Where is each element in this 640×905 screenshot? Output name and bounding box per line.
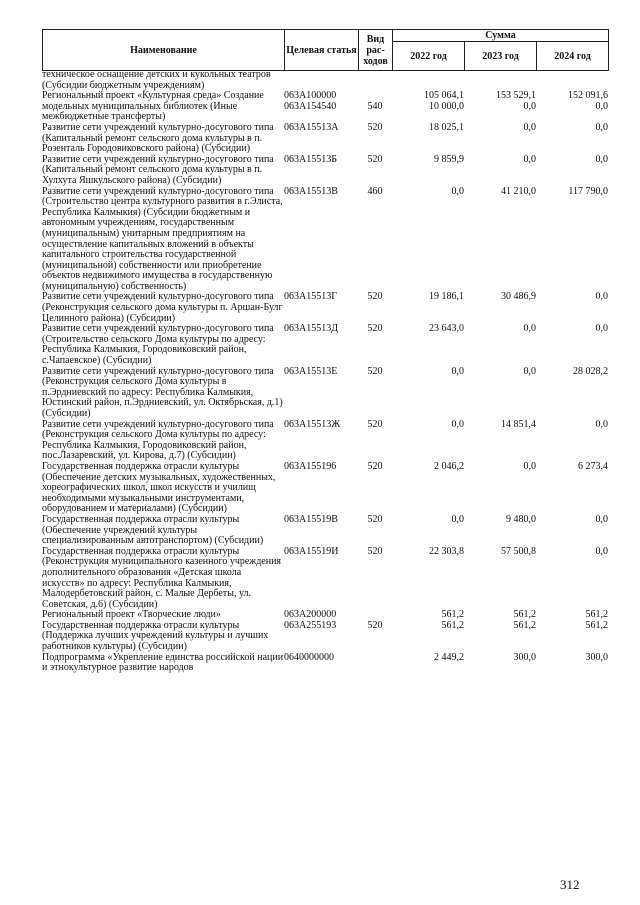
row-2023: 0,0 [523, 121, 536, 133]
row-2023: 57 500,8 [501, 545, 536, 557]
header-code: Целевая статья [285, 30, 359, 71]
budget-table [42, 70, 608, 674]
row-2023: 561,2 561,2 [513, 609, 536, 631]
header-2023: 2023 год [465, 42, 537, 71]
row-vid [358, 653, 392, 674]
row-vid: 520 [367, 513, 383, 525]
row-2024: 0,0 [595, 153, 608, 165]
row-name: Развитие сети учреждений культурно-досугового типа (Реконструкция сельского Дома культуры в п.Эрдниевский по адресу: Республика Калмыкия, Юстинский район, п.Эрдниевский, ул. Октябрьская, д.1) (Субсидии) [42, 365, 283, 419]
row-code [284, 70, 358, 91]
row-code: 063А15513Б [284, 153, 337, 165]
row-vid: 520 [367, 291, 383, 303]
row-2024: 0,0 [595, 545, 608, 557]
row-vid: 540 [367, 100, 383, 112]
row-2024: 117 790,0 [568, 185, 608, 197]
row-2023: 0,0 [523, 460, 536, 472]
row-name: Развитие сети учреждений культурно-досугового типа (Капитальный ремонт сельского дома культуры в п. Хулхута Яшкульского района) (Субсидии) [42, 153, 274, 186]
row-2022: 23 643,0 [429, 323, 464, 335]
row-code: 0640000000 [284, 651, 334, 663]
row-2022: 561,2 561,2 [441, 609, 464, 631]
row-code: 063А15513Д [284, 323, 339, 335]
row-name: Развитие сети учреждений культурно-досугового типа (Строительство центра культурного развития в г.Элиста, Республика Калмыкия) (Субсидии бюджетным и автономным учреждениям, государственным (муниципальным) унитарным предприятиям на осуществление капитальных вложений в объекты капитального строительства государственной (муниципальной) собственности или приобретение объектов недвижимого имущества в государственную (муниципальную) собственность) [42, 185, 283, 292]
table-row [42, 70, 608, 91]
table-row [42, 515, 608, 547]
row-2023: 153 529,1 0,0 [496, 90, 536, 112]
row-name: Развитие сети учреждений культурно-досугового типа (Реконструкция сельского дома культуры п. Аршан-Булг Целинного района) (Субсидии) [42, 291, 283, 324]
row-name: Государственная поддержка отрасли культуры (Реконструкция муниципального казенного учреждения дополнительного образования «Детская школа искусств» по адресу: Республика Калмыкия, Малодербетовский район, с. Малые Дербеты, ул. Советская, д.6) (Субсидии) [42, 545, 282, 610]
row-2024: 28 028,2 [573, 365, 608, 377]
header-2024: 2024 год [537, 42, 609, 71]
table-row [42, 367, 608, 420]
row-2024: 6 273,4 [578, 460, 608, 472]
row-2024: 0,0 [595, 121, 608, 133]
row-vid: 520 [367, 619, 383, 631]
row-2022: 0,0 [451, 418, 464, 430]
row-2023: 0,0 [523, 323, 536, 335]
row-2024: 300,0 [585, 651, 608, 663]
row-2023: 0,0 [523, 365, 536, 377]
row-2022: 19 186,1 [429, 291, 464, 303]
table-row [42, 653, 608, 674]
table-header [42, 29, 609, 71]
row-2023: 0,0 [523, 153, 536, 165]
table-row [42, 187, 608, 293]
row-2023: 300,0 [513, 651, 536, 663]
row-vid: 520 [367, 153, 383, 165]
row-code: 063А200000 063А255193 [284, 609, 337, 631]
table-row [42, 610, 608, 652]
page-number: 312 [560, 877, 580, 892]
row-2023: 14 851,4 [501, 418, 536, 430]
row-2022: 2 046,2 [434, 460, 464, 472]
row-code: 063А100000 063А154540 [284, 90, 337, 112]
row-2022: 105 064,1 10 000,0 [424, 90, 464, 112]
table-row [42, 292, 608, 324]
row-name: Государственная поддержка отрасли культуры (Обеспечение детских музыкальных, художественных, хореографических школ, школ искусств и училищ необходимыми музыкальными инструментами, оборудованием и материалами) (Субсидии) [42, 460, 276, 515]
row-2024: 0,0 [595, 323, 608, 335]
row-2024 [536, 70, 608, 91]
row-2024: 0,0 [595, 513, 608, 525]
row-2022: 9 859,9 [434, 153, 464, 165]
row-name: Подпрограмма «Укрепление единства российской нации и этнокультурное развитие народов [42, 651, 284, 674]
row-2022: 0,0 [451, 365, 464, 377]
row-code: 063А155196 [284, 460, 337, 472]
row-code: 063А15513Ж [284, 418, 341, 430]
row-name: Государственная поддержка отрасли культуры (Обеспечение учреждений культуры специализированным автотранспортом) (Субсидии) [42, 513, 264, 547]
table-row [42, 155, 608, 187]
row-2023: 41 210,0 [501, 185, 536, 197]
row-2022 [392, 70, 464, 91]
table-row [42, 462, 608, 515]
row-2022: 0,0 [451, 185, 464, 197]
row-vid: 520 [367, 323, 383, 335]
row-2023: 9 480,0 [506, 513, 536, 525]
header-name: Наименование [43, 30, 285, 71]
row-name: Развитие сети учреждений культурно-досугового типа (Реконструкция сельского Дома культуры по адресу: Республика Калмыкия, Городовиковский район, пос.Лазаревский, ул. Кирова, д.7) (Субсидии) [42, 418, 274, 462]
table-row [42, 324, 608, 366]
row-vid [358, 70, 392, 91]
header-2022: 2022 год [393, 42, 465, 71]
row-2024: 152 091,6 0,0 [568, 90, 608, 112]
row-code: 063А15513А [284, 121, 339, 133]
row-vid: 520 [367, 365, 383, 377]
row-name: Региональный проект «Творческие люди» Государственная поддержка отрасли культуры (Поддержка лучших учреждений культуры и лучших работников культуры) (Субсидии) [42, 609, 269, 653]
table-row [42, 123, 608, 155]
row-code: 063А15519И [284, 545, 339, 557]
header-sum: Сумма [393, 30, 609, 42]
row-vid: 520 [367, 545, 383, 557]
row-vid: 520 [367, 460, 383, 472]
row-2024: 0,0 [595, 418, 608, 430]
row-2024: 0,0 [595, 291, 608, 303]
row-2024: 561,2 561,2 [585, 609, 608, 631]
row-name: техническое оснащение детских и кукольных театров (Субсидии бюджетным учреждениям) [42, 69, 271, 91]
row-vid: 520 [367, 418, 383, 430]
row-2023 [464, 70, 536, 91]
row-vid: 460 [367, 185, 383, 197]
row-code: 063А15519В [284, 513, 338, 525]
row-2022: 18 025,1 [429, 121, 464, 133]
header-vid: Вид рас-ходов [359, 30, 393, 71]
row-2022: 0,0 [451, 513, 464, 525]
table-row [42, 420, 608, 462]
row-name: Развитие сети учреждений культурно-досугового типа (Капитальный ремонт сельского дома культуры в п. Розенталь Городовиковского района) (Субсидии) [42, 121, 274, 155]
row-code: 063А15513В [284, 185, 338, 197]
row-2022: 2 449,2 [434, 651, 464, 663]
row-code: 063А15513Е [284, 365, 338, 377]
row-name: Региональный проект «Культурная среда» Создание модельных муниципальных библиотек (Иные межбюджетные трансферты) [42, 90, 264, 123]
row-code: 063А15513Г [284, 291, 338, 303]
row-2023: 30 486,9 [501, 291, 536, 303]
row-name: Развитие сети учреждений культурно-досугового типа (Строительство сельского Дома культуры по адресу: Республика Калмыкия, Городовиковский район, с.Чапаевское) (Субсидии) [42, 323, 274, 367]
row-vid: 520 [367, 121, 383, 133]
table-row [42, 91, 608, 123]
row-2022: 22 303,8 [429, 545, 464, 557]
table-row [42, 547, 608, 611]
